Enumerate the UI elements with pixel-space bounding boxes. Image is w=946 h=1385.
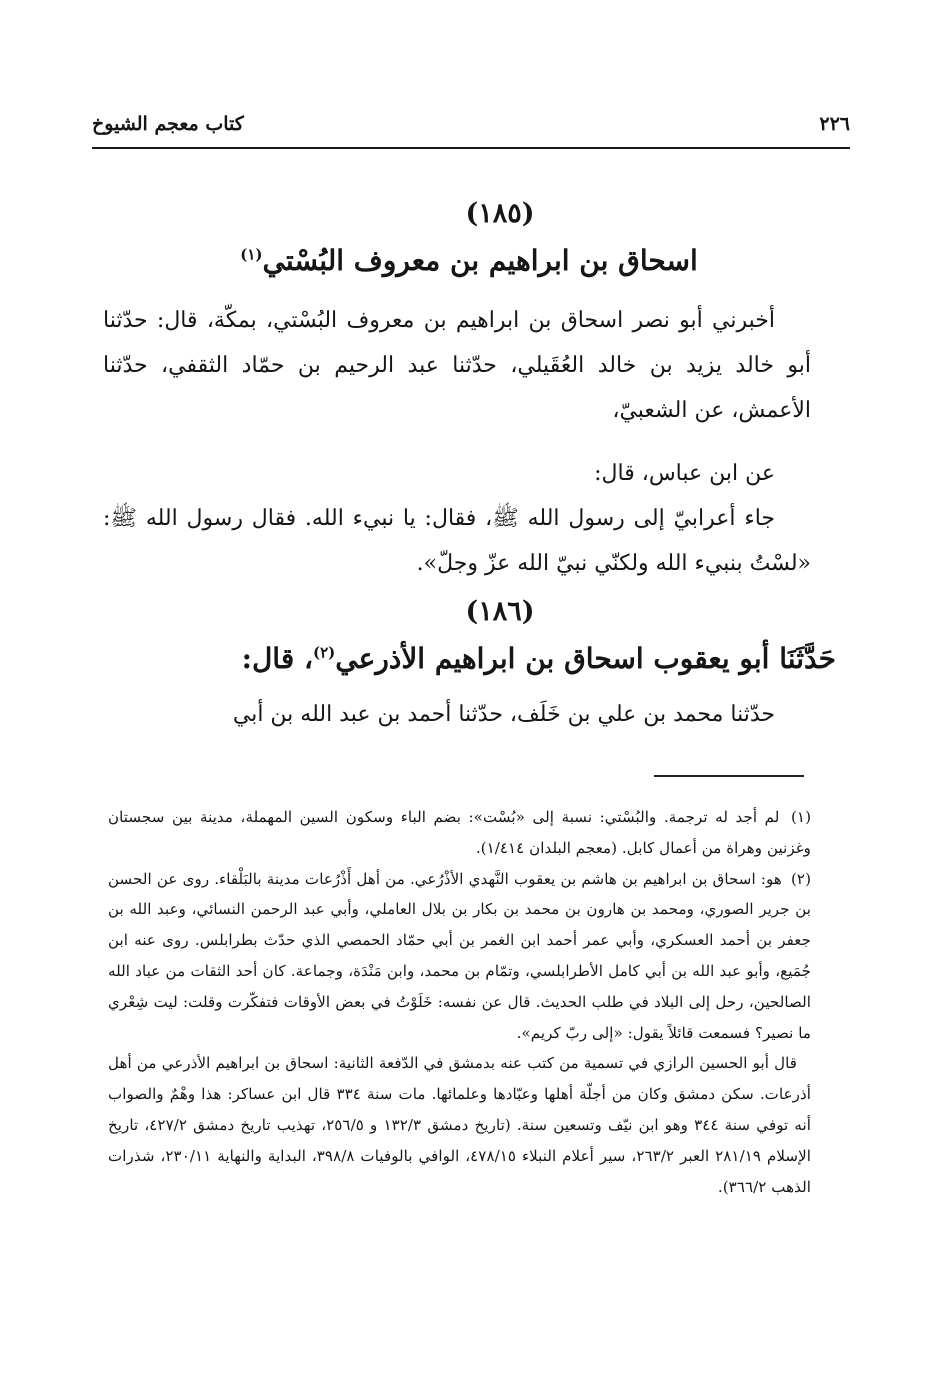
- running-header: [92, 104, 850, 144]
- book-title: كتاب معجم الشيوخ: [92, 113, 244, 135]
- entry-title-text: حَدَّثَنَا أبو يعقوب اسحاق بن ابراهيم الأذرعي: [335, 642, 836, 675]
- footnote-number: (١): [790, 808, 812, 826]
- entry-title-186: [242, 642, 836, 675]
- isnad-paragraph: حدّثنا محمد بن علي بن خَلَف، حدّثنا أحمد بن عبد الله بن أبي: [232, 702, 775, 727]
- isnad-end-paragraph: عن ابن عباس، قال:: [594, 461, 775, 486]
- header-divider: [92, 147, 850, 149]
- footnote-divider: [654, 775, 804, 777]
- entry-number-186: (١٨٦): [465, 596, 535, 627]
- entry-title-185: [90, 244, 848, 277]
- footnote-2: [108, 864, 811, 1049]
- footnote-2-continuation: قال أبو الحسين الرازي في تسمية من كتب عنه بدمشق في الدّفعة الثانية: اسحاق بن ابراهيم الأذرعي من أهل أذرعات. سكن دمشق وكان من أجلّة أهلها وعبّادها وعلمائها. مات سنة ٣٣٤ قال ابن عساكر: هذا وهْمٌ والصواب أنه توفي سنة ٣٤٤ وهو ابن نيّف وتسعين سنة. (تاريخ دمشق ١٣٢/٣ و ٢٥٦/٥، تهذيب تاريخ دمشق ٤٢٧/٢، تاريخ الإسلام ٢٨١/١٩ العبر ٢٦٣/٢، سير أعلام النبلاء ٤٧٨/١٥، الوافي بالوفيات ٣٩٨/٨، البداية والنهاية ٢٣٠/١١، شذرات الذهب ٣٦٦/٢).: [108, 1054, 812, 1196]
- footnote-ref-2: (٢): [313, 643, 336, 662]
- footnote-number: (٢): [790, 869, 811, 888]
- entry-title-tail: ، قال:: [241, 642, 313, 675]
- footnotes: [108, 802, 811, 1202]
- isnad-paragraph: أخبرني أبو نصر اسحاق بن ابراهيم بن معروف البُسْتي، بمكّة، قال: حدّثنا أبو خالد يزيد بن خالد العُقَيلي، حدّثنا عبد الرحيم بن حمّاد الثقفي، حدّثنا الأعمش، عن الشعبيّ،: [103, 308, 811, 423]
- footnote-text: لم أجد له ترجمة. والبُسْتي: نسبة إلى «بُسْت»: بضم الباء وسكون السين المهملة، مدينة بين سجستان وغزنين وهراة من أعمال كابل. (معجم البلدان ١/٤١٤).: [108, 808, 811, 857]
- footnote-ref-1: (١): [240, 245, 263, 264]
- entry-body-185: [103, 298, 811, 586]
- footnote-1: [108, 802, 811, 864]
- page-number: ٢٢٦: [819, 113, 850, 135]
- matn-paragraph: جاء أعرابيّ إلى رسول الله ﷺ، فقال: يا نبيء الله. فقال رسول الله ﷺ: «لسْتُ بنبيء الله ولكنّي نبيّ الله عزّ وجلّ».: [103, 506, 811, 576]
- entry-number-185: (١٨٥): [465, 198, 535, 229]
- footnote-text: هو: اسحاق بن ابراهيم بن هاشم بن يعقوب النَّهدي الأذْرُعي. من أهل أَذْرُعات مدينة بالبَلْقاء. روى عن الحسن بن جرير الصوري، ومحمد بن هارون بن محمد بن بكار بن بلال العاملي، وأبي عبد الرحمن النسائي، وعبد الله بن جعفر بن أحمد العسكري، وأبي عمر أحمد ابن الغمر بن أبي حمّاد الحمصي الذي حدّث بطرابلس. روى عنه ابن جُمَيع، وأبو عبد الله بن أبي كامل الأطرابلسي، وتمّام بن محمد، وابن مَنْدَة، وجماعة. كان أحد الثقات من عباد الله الصالحين، رحل إلى البلاد في طلب الحديث. قال عن نفسه: خَلَوْتُ في بعض الأوقات فتفكّرت وقلت: ليت شِعْري ما نصير؟ فسمعت قائلاً يقول: «إلى ربّ كريم».: [108, 869, 811, 1042]
- entry-body-186: [103, 692, 811, 737]
- entry-title-text: اسحاق بن ابراهيم بن معروف البُسْتي: [262, 244, 698, 277]
